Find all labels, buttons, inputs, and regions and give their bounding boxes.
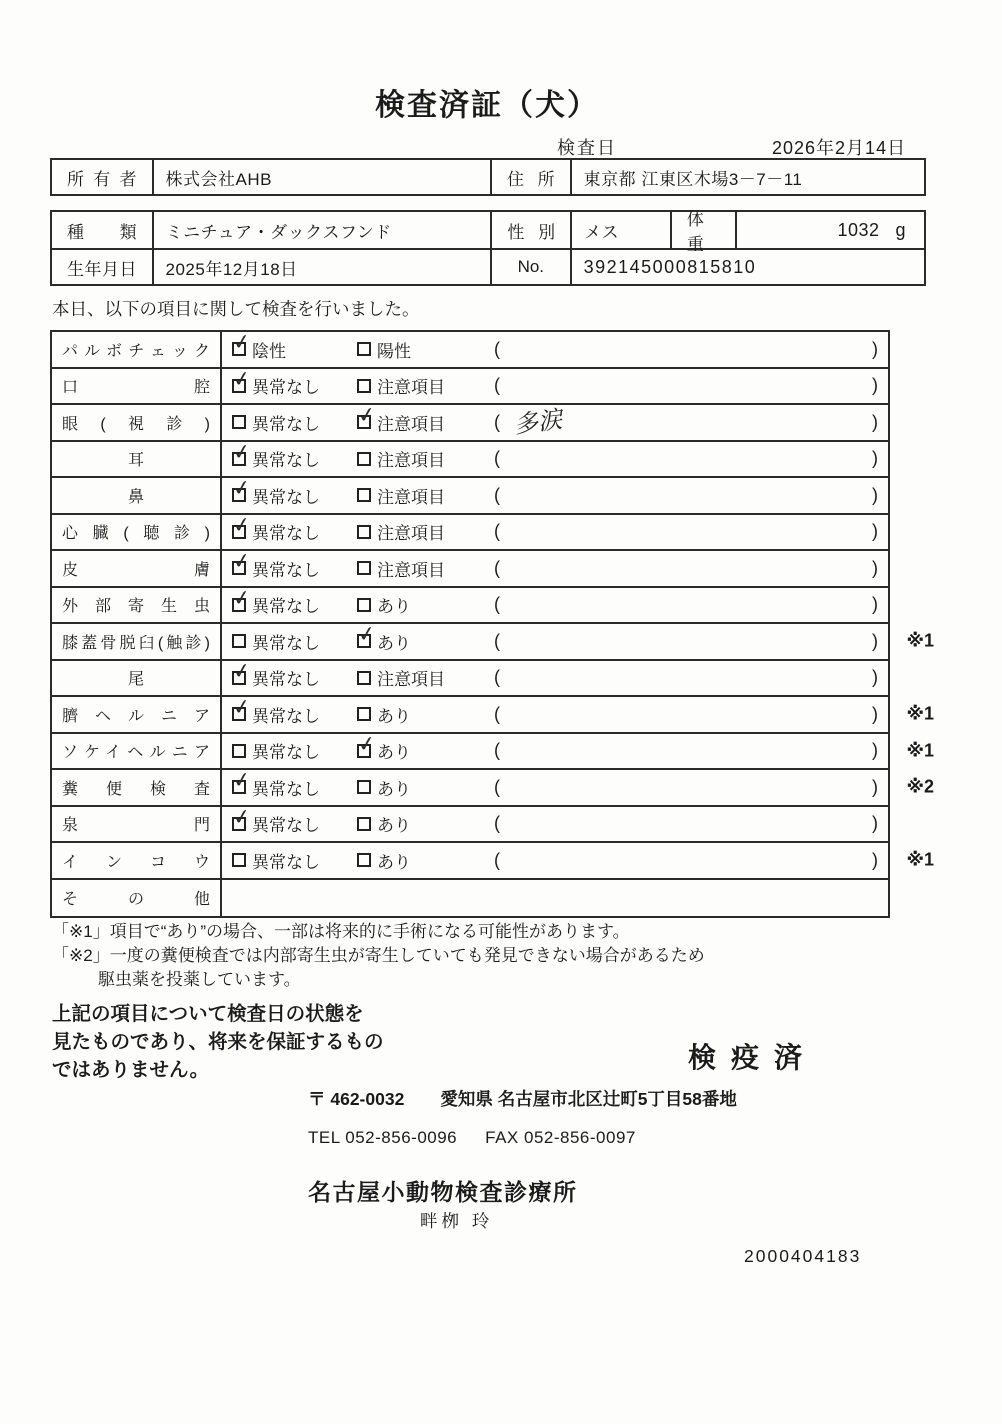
result-option-2 [357,775,482,800]
inspection-item-label: その他 [62,891,210,909]
disclaimer-line-3: ではありません。 [52,1059,210,1081]
checkbox-icon [231,658,253,685]
inspection-item-label-cell [52,442,222,477]
paren-open: ( [494,776,500,797]
result-option-2 [357,702,482,727]
result-option-2-label: あり [377,597,411,617]
footnote-2: 「※2」一度の糞便検査では内部寄生虫が寄生していても発見できない場合があるため [52,946,705,965]
clinic-fax: FAX 052-856-0097 [485,1128,636,1147]
weight-value: 1032 [837,219,880,240]
inspection-item-label-cell [52,478,222,513]
inspection-row [52,512,888,552]
clinic-tel: TEL 052-856-0096 [308,1128,458,1147]
clinic-name: 名古屋小動物検査診療所 [308,1179,578,1205]
checkbox-icon [356,731,378,758]
inspection-item-label: 糞便検査 [62,780,210,798]
paren-close: ) [872,813,878,834]
checkbox-icon [357,379,371,393]
owner-table [50,158,926,196]
inspection-item-label-cell [52,369,222,404]
checkbox-icon [231,695,253,721]
result-option-1-label: 異常なし [252,378,320,398]
paren-open: ( [494,557,500,578]
result-option-2 [357,811,482,836]
inspection-row [52,658,888,698]
inspection-row [52,551,888,588]
result-option-1-label: 異常なし [252,597,320,617]
birth-label-cell [52,250,152,284]
result-option-2 [356,403,482,435]
inspection-item-label-cell [52,405,222,440]
paren-open: ( [494,521,500,542]
inspection-date-value: 2026年2月14日 [772,138,907,158]
paren-close: ) [872,740,878,761]
paren-close: ) [872,484,878,505]
result-option-2 [357,848,482,873]
checkbox-icon [357,452,371,466]
checkbox-icon [231,549,253,575]
weight-label: 体重 [686,210,704,254]
result-option-2-label: あり [377,852,411,872]
inspection-row [52,332,888,369]
inspection-row-content [222,770,888,805]
paren-close: ) [872,703,878,724]
checkbox-icon [357,342,371,356]
result-option-2-label: 注意項目 [377,524,445,544]
no-value: 392145000815810 [570,250,924,284]
inspection-item-label-cell [52,697,222,732]
check-mark-icon: ✓ [231,549,253,575]
birth-label: 生年月日 [67,259,137,279]
inspection-row [52,405,888,442]
checkbox-icon [231,439,253,466]
inspection-item-label-cell [52,624,222,659]
inspection-row-content [222,405,888,440]
result-option-1-label: 陰性 [252,341,286,361]
result-option-1 [232,738,357,763]
inspection-row-content [222,880,888,917]
inspection-row [52,478,888,515]
sex-label: 性別 [507,222,556,242]
checkbox-icon [231,804,253,831]
paren-open: ( [494,484,500,505]
result-option-1 [231,695,357,727]
check-mark-icon: ✓ [231,512,253,538]
result-option-2-label: 注意項目 [377,560,445,580]
inspection-item-label: 口腔 [62,379,210,397]
result-option-1-label: 異常なし [252,524,320,544]
paren-open: ( [494,740,500,761]
inspection-row [52,622,934,661]
result-option-1 [231,330,357,362]
address-label: 住所 [506,169,555,189]
paren-open: ( [494,448,500,469]
checkbox-icon [356,403,378,429]
inspection-item-label-cell [52,515,222,550]
footnotes [52,920,705,992]
paren-close: ) [872,557,878,578]
paren-open: ( [494,813,500,834]
inspection-row-content [222,843,888,878]
result-option-1 [231,658,357,690]
result-option-1-label: 異常なし [252,852,320,872]
inspection-item-label-cell [52,880,222,917]
checkbox-icon [357,780,371,794]
checkbox-icon [232,415,246,429]
check-mark-icon: ✓ [231,366,253,392]
result-option-2 [357,373,482,398]
result-option-2-label: あり [377,816,411,836]
inspection-item-label-cell [52,734,222,769]
breed-label-cell [52,212,152,248]
disclaimer [52,1000,384,1084]
result-option-1-label: 異常なし [252,487,320,507]
check-mark-icon: ✓ [356,403,378,429]
paren-close: ) [872,776,878,797]
sex-label-cell [490,212,570,248]
animal-row-2 [52,248,924,284]
checkbox-icon [357,488,371,502]
document-title: 検査済証（犬） [375,89,599,122]
paren-open: ( [494,849,500,870]
veterinarian-name: 畔栁 玲 [420,1211,494,1231]
checkbox-icon [231,768,253,794]
result-option-1 [231,585,357,617]
inspection-row [52,731,934,771]
inspection-row [52,768,934,807]
inspection-item-label-cell [52,588,222,623]
serial-number: 2000404183 [744,1246,862,1266]
result-option-2 [357,337,482,362]
result-option-1 [232,629,357,654]
owner-label: 所有者 [67,169,137,189]
inspection-row [52,439,888,479]
check-mark-icon: ✓ [231,768,253,794]
result-option-2-label: 注意項目 [377,670,445,690]
footnote-2-continued: 駆虫薬を投薬しています。 [98,970,301,989]
remark-mark: ※2 [906,776,934,797]
remark-mark: ※1 [906,740,934,761]
inspection-row [52,843,934,880]
result-option-1 [231,476,357,508]
result-option-2 [357,519,482,544]
inspection-table [50,330,934,918]
inspection-item-label: ソケイヘルニア [62,744,210,762]
result-option-2-label: あり [377,706,411,726]
result-option-2-label: あり [377,743,411,763]
result-option-1-label: 異常なし [252,560,320,580]
inspection-row-content [222,439,888,477]
inspection-row [52,695,934,734]
no-label: No. [517,257,545,276]
checkbox-icon [231,330,253,356]
check-mark-icon: ✓ [356,622,378,648]
paren-close: ) [872,521,878,542]
inspection-row [52,880,888,917]
inspection-item-label-cell [52,807,222,842]
checkbox-icon [231,366,253,393]
disclaimer-line-2: 見たものであり、将来を保証するもの [52,1031,384,1053]
inspection-item-label: 眼(視診) [62,415,210,433]
result-option-1-label: 異常なし [252,816,320,836]
result-option-1 [231,439,357,471]
inspection-item-label: 臍ヘルニア [62,707,210,725]
result-option-1 [231,366,357,398]
paren-close: ) [872,630,878,651]
breed-label: 種類 [67,222,137,242]
inspection-row-content [222,332,888,367]
checkbox-icon [231,585,253,612]
result-option-2 [356,731,482,763]
birth-value: 2025年12月18日 [152,250,490,284]
inspection-date-label: 検査日 [557,138,617,158]
animal-table [50,210,926,286]
animal-row-1 [52,210,924,254]
checkbox-icon [231,476,253,502]
inspection-row-content [222,512,888,550]
inspection-row-content [222,478,888,513]
result-option-2-label: 注意項目 [377,487,445,507]
paren-open: ( [494,594,500,615]
remark-mark: ※1 [906,849,934,870]
result-option-1-label: 異常なし [252,414,320,434]
quarantine-passed-stamp: 検疫済 [688,1042,818,1073]
paren-close: ) [872,411,878,432]
inspection-row [52,804,888,844]
inspection-item-label: 尾 [127,671,144,689]
inspection-row-content [222,624,888,659]
inspection-item-label: 外部寄生虫 [62,598,210,616]
disclaimer-line-1: 上記の項目について検査日の状態を [52,1003,364,1025]
checkbox-icon [356,622,378,648]
paren-close: ) [872,667,878,688]
inspection-item-label-cell [52,332,222,367]
inspection-item-label: 鼻 [127,488,144,506]
paren-close: ) [872,375,878,396]
no-label-cell [490,250,570,284]
inspection-row-content [222,658,888,696]
clinic-postal-line [308,1086,737,1111]
checkbox-icon [357,525,371,539]
handwritten-note: 多涙 [512,404,564,439]
result-option-2 [357,665,482,690]
check-mark-icon: ✓ [231,585,253,611]
result-option-1 [232,410,357,435]
result-option-2 [357,446,482,471]
paren-open: ( [494,338,500,359]
result-option-1-label: 異常なし [252,451,320,471]
check-mark-icon: ✓ [231,804,253,830]
check-mark-icon: ✓ [231,695,253,721]
result-option-2 [357,483,482,508]
checkbox-icon [232,744,246,758]
weight-label-cell [670,210,735,254]
inspection-item-label-cell [52,770,222,805]
checkbox-icon [232,634,246,648]
result-option-2-label: 注意項目 [377,378,445,398]
result-option-2-label: 注意項目 [377,451,445,471]
clinic-address: 愛知県 名古屋市北区辻町5丁目58番地 [440,1089,737,1109]
check-mark-icon: ✓ [231,658,253,684]
result-option-2-label: あり [377,779,411,799]
inspection-row-content [222,585,888,623]
result-option-1-label: 異常なし [252,706,320,726]
paren-open: ( [494,630,500,651]
result-option-2 [356,622,482,654]
result-option-1 [232,848,357,873]
inspection-item-label: インコウ [62,853,210,871]
checkbox-icon [357,671,371,685]
result-option-1 [231,512,357,544]
paren-open: ( [494,667,500,688]
inspection-item-label: 心臓(聴診) [62,525,210,543]
remark-mark: ※1 [906,630,934,651]
checkbox-icon [357,561,371,575]
inspection-item-label-cell [52,661,222,696]
checkbox-icon [357,817,371,831]
inspection-item-label: 耳 [127,452,144,470]
checkbox-icon [357,598,371,612]
result-option-1 [231,804,357,836]
weight-unit: g [895,219,906,240]
inspection-row [52,366,888,406]
inspection-row-content [222,804,888,842]
checkbox-icon [232,853,246,867]
result-option-1-label: 異常なし [252,779,320,799]
inspection-item-label: パルボチェック [62,342,210,360]
inspection-row-content [222,697,888,732]
check-mark-icon: ✓ [231,476,253,502]
result-option-2 [357,556,482,581]
sex-value: メス [570,212,670,248]
paren-close: ) [872,594,878,615]
footnote-1: 「※1」項目で“あり”の場合、一部は将来的に手術になる可能性があります。 [52,922,630,941]
result-option-2 [357,592,482,617]
check-mark-icon: ✓ [231,330,253,356]
paren-open: ( [494,703,500,724]
address-value: 東京都 江東区木場3－7－11 [570,160,924,194]
weight-cell [735,212,924,248]
owner-row [52,160,924,194]
paren-close: ) [872,849,878,870]
check-mark-icon: ✓ [356,731,378,757]
inspection-item-label: 皮膚 [62,561,210,579]
inspection-row [52,585,888,625]
result-option-2-label: 陽性 [377,341,411,361]
result-option-1 [231,549,357,581]
inspection-item-label-cell [52,551,222,586]
inspection-item-label: 泉門 [62,817,210,835]
result-option-1-label: 異常なし [252,633,320,653]
paren-open: ( [494,411,500,432]
owner-value: 株式会社AHB [152,160,490,194]
checkbox-icon [357,853,371,867]
checkbox-icon [231,512,253,539]
clinic-tel-line [308,1128,636,1148]
clinic-postal-code: 〒 462-0032 [308,1089,405,1109]
inspection-row-content [222,731,888,769]
result-option-1-label: 異常なし [252,743,320,763]
result-option-1-label: 異常なし [252,670,320,690]
paren-close: ) [872,338,878,359]
breed-value: ミニチュア・ダックスフンド [152,212,491,248]
address-label-cell [490,160,570,194]
check-mark-icon: ✓ [231,439,253,465]
result-option-2-label: あり [377,633,411,653]
inspection-row-content [222,551,888,586]
inspection-item-label: 膝蓋骨脱臼(触診) [62,634,210,652]
result-option-1 [231,768,357,800]
result-option-2-label: 注意項目 [377,414,445,434]
remark-mark: ※1 [906,703,934,724]
intro-text: 本日、以下の項目に関して検査を行いました。 [52,299,420,319]
checkbox-icon [357,707,371,721]
owner-label-cell [52,160,152,194]
paren-close: ) [872,448,878,469]
inspection-row-content [222,366,888,404]
paren-open: ( [494,375,500,396]
inspection-item-label-cell [52,843,222,878]
